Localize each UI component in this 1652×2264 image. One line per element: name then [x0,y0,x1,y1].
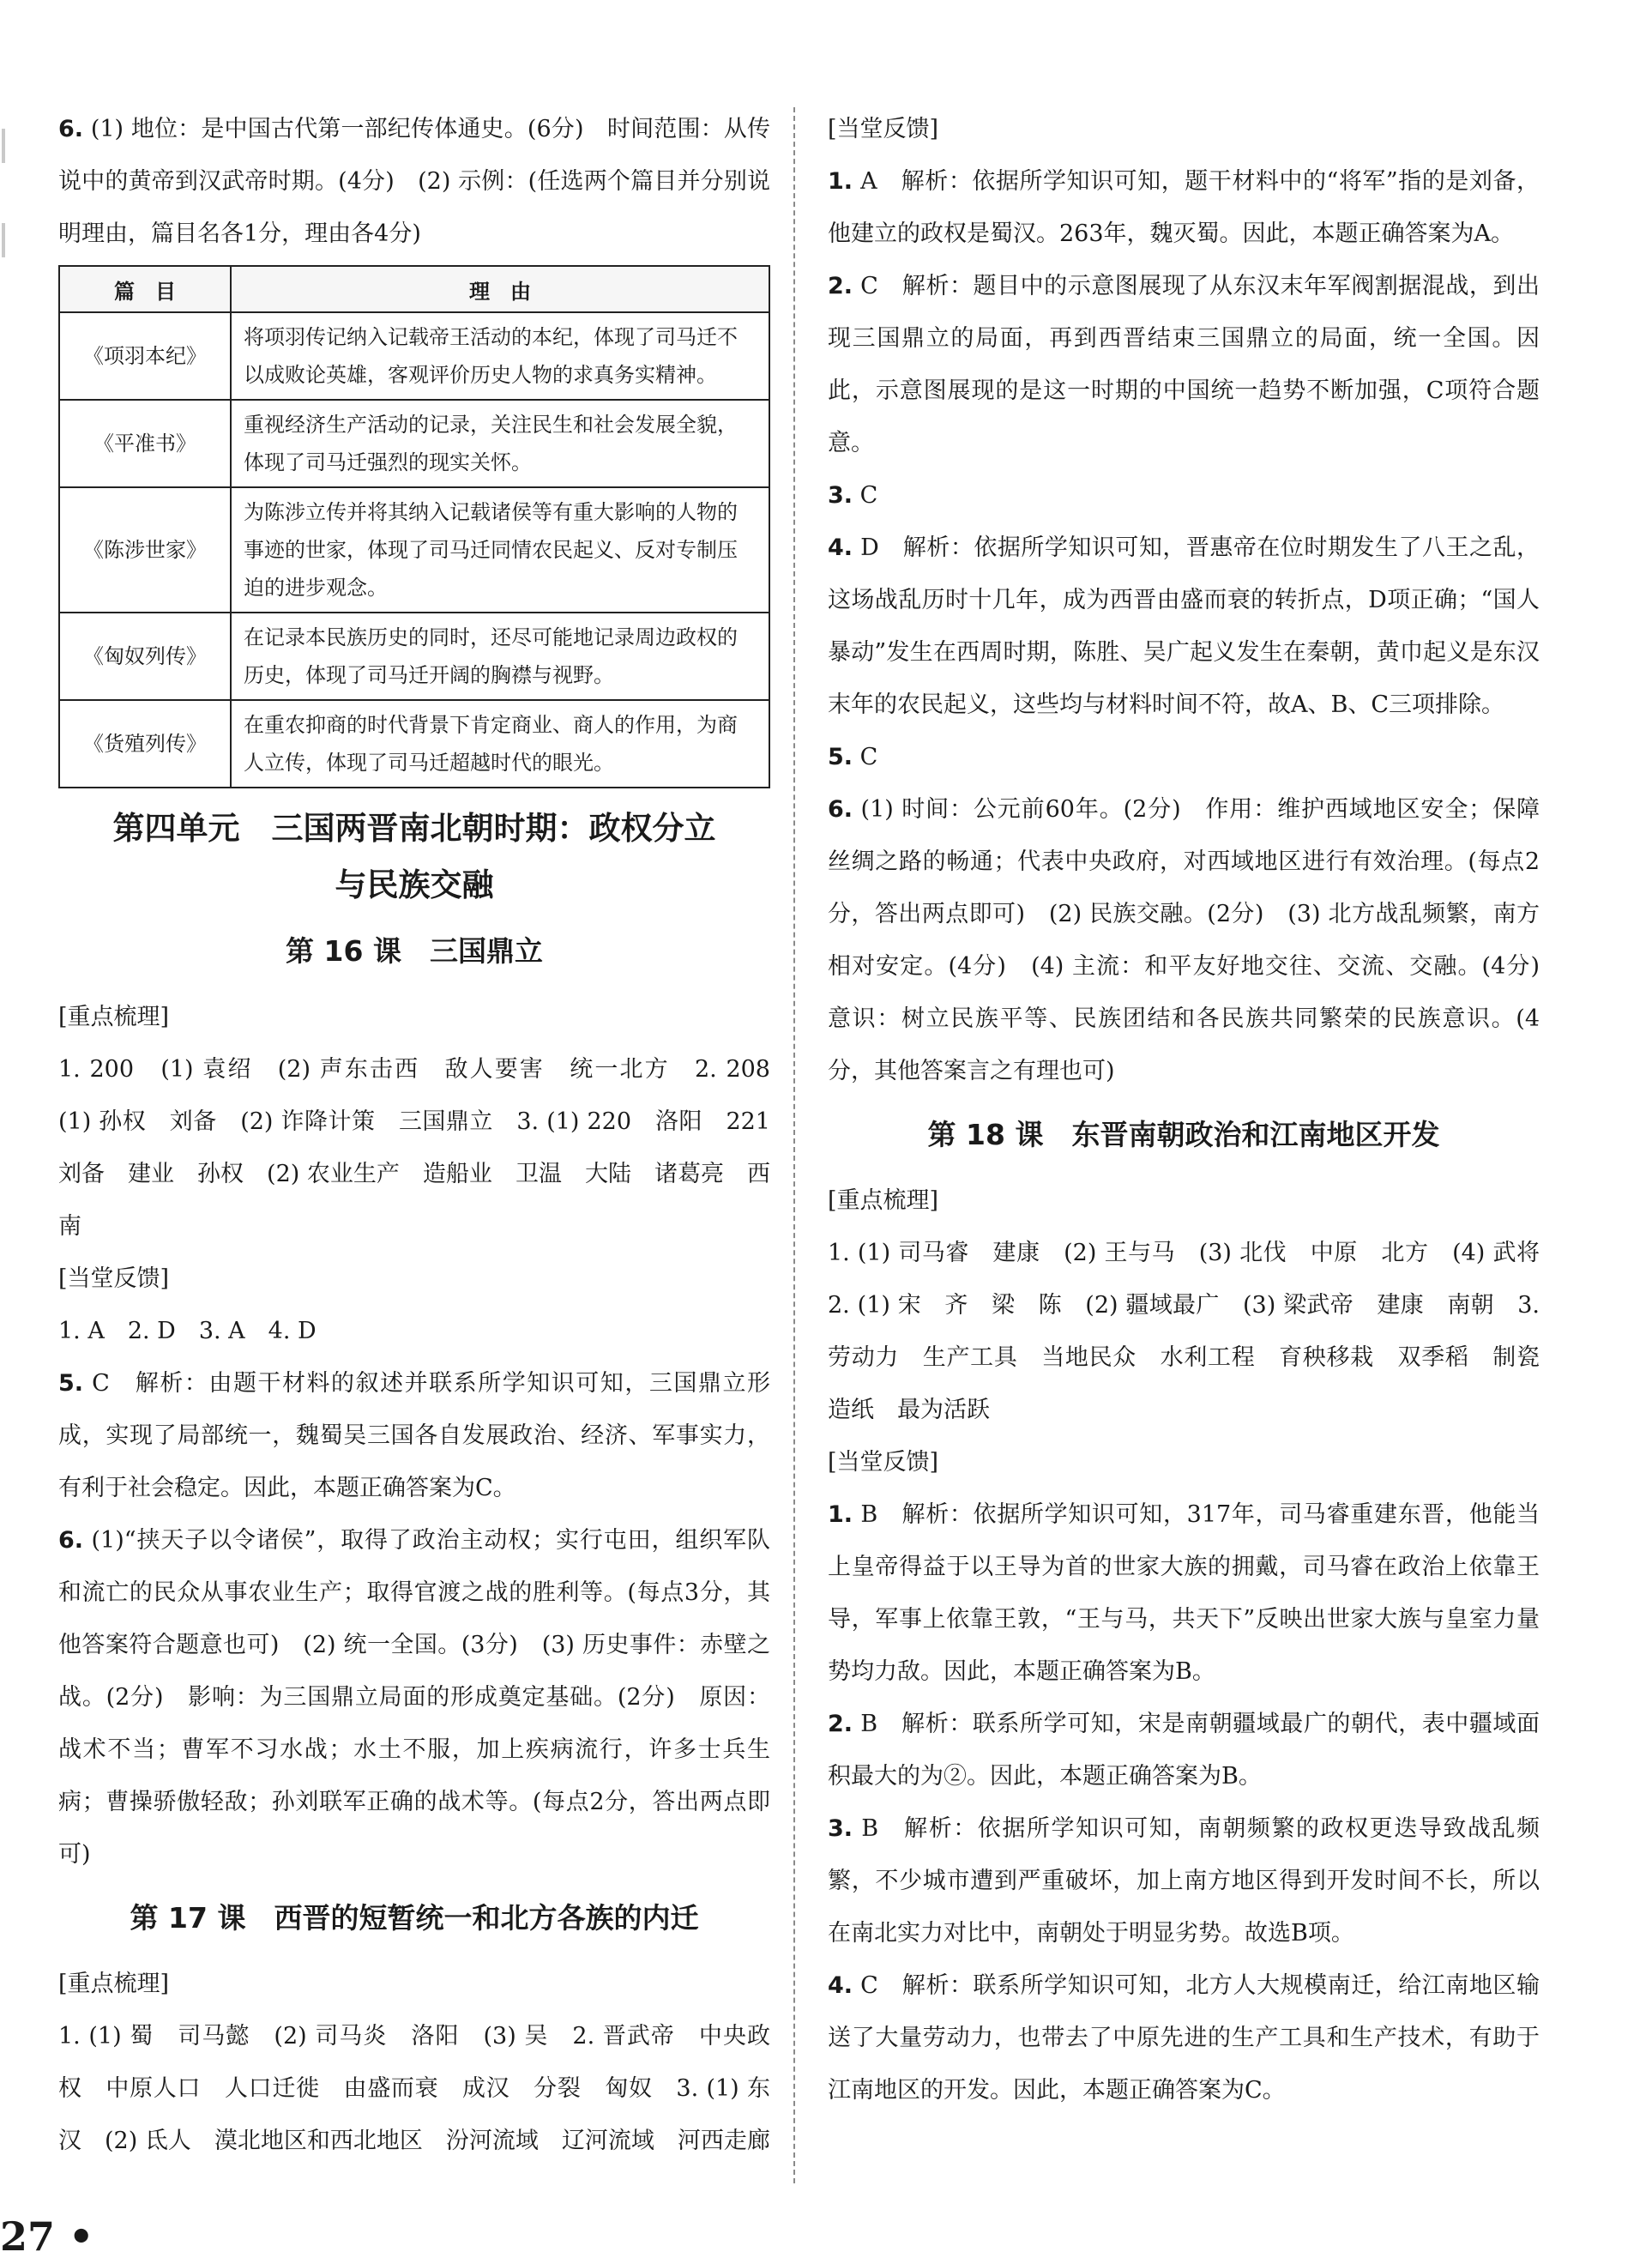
table-cell-title: 《平准书》 [59,400,231,487]
key-points-17: 1. (1) 蜀 司马懿 (2) 司马炎 洛阳 (3) 吴 2. 晋武帝 中央政权 中原人口 人口迁徙 由盛而衰 成汉 分裂 匈奴 3. (1) 东汉 (2) 氐人 漠北地区和西北地区 汾河流域 辽河流域 河西走廊 [58,2023,770,2154]
table-header-row [59,266,769,312]
answer-17-1: 1. A 解析：依据所学知识可知，题干材料中的“将军”指的是刘备，他建立的政权是蜀汉。263年，魏灭蜀。因此，本题正确答案为A。 [828,168,1540,247]
answer-18-2: 2. B 解析：联系所学可知，宋是南朝疆域最广的朝代，表中疆域面积最大的为②。因此，本题正确答案为B。 [828,1711,1540,1790]
table-header-title: 篇 目 [59,266,231,312]
table-cell-reason: 在重农抑商的时代背景下肯定商业、商人的作用，为商人立传，体现了司马迁超越时代的眼光。 [231,700,769,788]
unit-title-line-2: 与民族交融 [335,866,494,903]
unit-title [58,800,770,914]
table-cell-title: 《匈奴列传》 [59,613,231,700]
answer-18-4: 4. C 解析：联系所学知识可知，北方人大规模南迁，给江南地区输送了大量劳动力，也带去了中原先进的生产工具和生产技术，有助于江南地区的开发。因此，本题正确答案为C。 [828,1972,1540,2104]
table-row [59,400,769,487]
answer-18-1: 1. B 解析：依据所学知识可知，317年，司马睿重建东晋，他能当上皇帝得益于以王导为首的世家大族的拥戴，司马睿在政治上依靠王导，军事上依靠王敦，“王与马，共天下”反映出世家大族与皇室力量势均力敌。因此，本题正确答案为B。 [828,1501,1540,1685]
section-tag-key-points: [重点梳理] [58,1971,170,1997]
lesson-18-title: 第 18 课 东晋南朝政治和江南地区开发 [927,1118,1440,1151]
table-cell-reason: 将项羽传记纳入记载帝王活动的本纪，体现了司马迁不以成败论英雄，客观评价历史人物的求真务实精神。 [231,312,769,400]
table-cell-reason: 在记录本民族历史的同时，还尽可能地记录周边政权的历史，体现了司马迁开阔的胸襟与视野。 [231,613,769,700]
table-cell-reason: 重视经济生产活动的记录，关注民生和社会发展全貌，体现了司马迁强烈的现实关怀。 [231,400,769,487]
lesson-17-title: 第 17 课 西晋的短暂统一和北方各族的内迁 [130,1901,699,1935]
section-tag-key-points: [重点梳理] [58,1004,170,1030]
table-cell-title: 《项羽本纪》 [59,312,231,400]
answer-17-6: 6. (1) 时间：公元前60年。(2分) 作用：维护西域地区安全；保障丝绸之路的畅通；代表中央政府，对西域地区进行有效治理。(每点2分，答出两点即可) (2) 民族交融。(2分) (3) 北方战乱频繁，南方相对安定。(4分) (4) 主流：和平友好地交往、交流、交融。(4分) 意识：树立民族平等、民族团结和各民族共同繁荣的民族意识。(4分，其他答案言之有理也可) [828,796,1563,1084]
answer-item-6: 6. (1) 地位：是中国古代第一部纪传体通史。(6分) 时间范围：从传说中的黄帝到汉武帝时期。(4分) (2) 示例：(任选两个篇目并分别说明理由，篇目名各1分，理由各4分) [58,116,770,247]
answers-16-1-4: 1. A 2. D 3. A 4. D [58,1318,317,1344]
key-points-16: 1. 200 (1) 袁绍 (2) 声东击西 敌人要害 统一北方 2. 208 (1) 孙权 刘备 (2) 诈降计策 三国鼎立 3. (1) 220 洛阳 221 刘备 建业 孙权 (2) 农业生产 造船业 卫温 大陆 诸葛亮 西南 [58,1056,793,1240]
page-edge-mark [2,223,5,257]
table-row [59,700,769,788]
table-row [59,312,769,400]
page-number: 27 • [0,2213,94,2260]
lesson-16-title: 第 16 课 三国鼎立 [286,934,543,968]
section-tag-feedback: [当堂反馈] [58,1265,170,1292]
answer-17-4: 4. D 解析：依据所学知识可知，晋惠帝在位时期发生了八王之乱，这场战乱历时十几年，成为西晋由盛而衰的转折点，D项正确；“国人暴动”发生在西周时期，陈胜、吴广起义发生在秦朝，黄巾起义是东汉末年的农民起义，这些均与材料时间不符，故A、B、C三项排除。 [828,534,1540,718]
page-edge-mark [2,129,5,163]
right-column [828,103,1563,2116]
table-row [59,487,769,613]
table-header-reason: 理 由 [231,266,769,312]
section-tag-feedback: [当堂反馈] [828,1449,939,1476]
table-row [59,613,769,700]
answer-18-3: 3. B 解析：依据所学知识可知，南朝频繁的政权更迭导致战乱频繁，不少城市遭到严重破坏，加上南方地区得到开发时间不长，所以在南北实力对比中，南朝处于明显劣势。故选B项。 [828,1815,1540,1947]
table-cell-title: 《陈涉世家》 [59,487,231,613]
answer-17-5: 5. C [828,744,878,770]
table-cell-reason: 为陈涉立传并将其纳入记载诸侯等有重大影响的人物的事迹的世家，体现了司马迁同情农民起义、反对专制压迫的进步观念。 [231,487,769,613]
answer-16-5: 5. C 解析：由题干材料的叙述并联系所学知识可知，三国鼎立形成，实现了局部统一，魏蜀吴三国各自发展政治、经济、军事实力，有利于社会稳定。因此，本题正确答案为C。 [58,1370,770,1501]
unit-title-line-1: 第四单元 三国两晋南北朝时期：政权分立 [112,810,716,847]
section-tag-feedback: [当堂反馈] [828,116,939,142]
section-tag-key-points: [重点梳理] [828,1187,939,1214]
table-cell-title: 《货殖列传》 [59,700,231,788]
answer-16-6: 6. (1)“挟天子以令诸侯”，取得了政治主动权；实行屯田，组织军队和流亡的民众从事农业生产；取得官渡之战的胜利等。(每点3分，其他答案符合题意也可) (2) 统一全国。(3分) (3) 历史事件：赤壁之战。(2分) 影响：为三国鼎立局面的形成奠定基础。(2分) 原因：战术不当；曹军不习水战；水土不服，加上疾病流行，许多士兵生病；曹操骄傲轻敌；孙刘联军正确的战术等。(每点2分，答出两点即可) [58,1527,770,1868]
column-divider [793,107,795,2183]
reasons-table [58,265,770,788]
left-column [58,103,793,2167]
answer-17-3: 3. C [828,482,878,509]
answer-17-2: 2. C 解析：题目中的示意图展现了从东汉末年军阀割据混战，到出现三国鼎立的局面，再到西晋结束三国鼎立的局面，统一全国。因此，示意图展现的是这一时期的中国统一趋势不断加强，C项符合题意。 [828,273,1540,456]
key-points-18: 1. (1) 司马睿 建康 (2) 王与马 (3) 北伐 中原 北方 (4) 武将 2. (1) 宋 齐 梁 陈 (2) 疆域最广 (3) 梁武帝 建康 南朝 3. 劳动力 生产工具 当地民众 水利工程 育秧移栽 双季稻 制瓷 造纸 最为活跃 [828,1240,1563,1423]
